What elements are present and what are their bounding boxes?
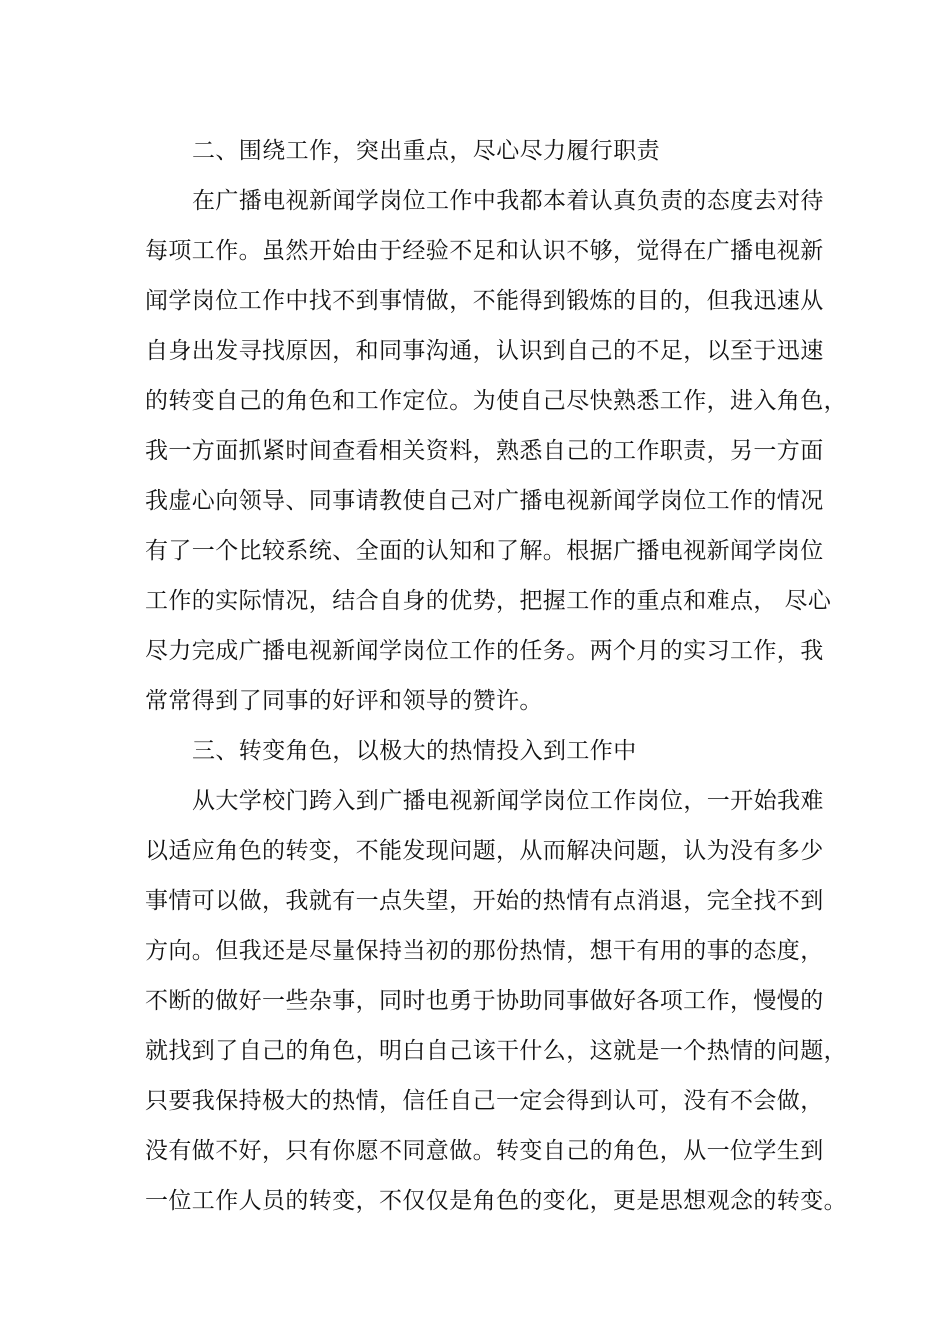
paragraph-line: 不断的做好一些杂事，同时也勇于协助同事做好各项工作，慢慢的 [145, 988, 824, 1014]
paragraph-line: 没有做不好，只有你愿不同意做。转变自己的角色，从一位学生到 [145, 1138, 824, 1164]
paragraph-line: 有了一个比较系统、全面的认知和了解。根据广播电视新闻学岗位 [145, 538, 824, 564]
paragraph-line: 我一方面抓紧时间查看相关资料，熟悉自己的工作职责，另一方面 [145, 438, 824, 464]
section-heading-2: 二、围绕工作，突出重点，尽心尽力履行职责 [192, 138, 660, 164]
paragraph-line: 常常得到了同事的好评和领导的赞许。 [145, 688, 543, 714]
paragraph-line: 的转变自己的角色和工作定位。为使自己尽快熟悉工作，进入角色， [145, 388, 847, 414]
paragraph-line: 尽力完成广播电视新闻学岗位工作的任务。两个月的实习工作，我 [145, 638, 824, 664]
paragraph-line: 事情可以做，我就有一点失望，开始的热情有点消退，完全找不到 [145, 888, 824, 914]
paragraph-line: 一位工作人员的转变，不仅仅是角色的变化，更是思想观念的转变。 [145, 1188, 847, 1214]
section-heading-3: 三、转变角色，以极大的热情投入到工作中 [192, 738, 637, 764]
paragraph-line: 以适应角色的转变，不能发现问题，从而解决问题，认为没有多少 [145, 838, 824, 864]
paragraph-line: 方向。但我还是尽量保持当初的那份热情，想干有用的事的态度， [145, 938, 824, 964]
paragraph-line: 就找到了自己的角色，明白自己该干什么，这就是一个热情的问题， [145, 1038, 847, 1064]
paragraph-line: 自身出发寻找原因，和同事沟通，认识到自己的不足，以至于迅速 [145, 338, 824, 364]
paragraph-line: 我虚心向领导、同事请教使自己对广播电视新闻学岗位工作的情况 [145, 488, 824, 514]
paragraph-line: 闻学岗位工作中找不到事情做，不能得到锻炼的目的，但我迅速从 [145, 288, 824, 314]
paragraph-line: 工作的实际情况，结合自身的优势，把握工作的重点和难点， 尽心 [145, 588, 832, 614]
paragraph-line: 每项工作。虽然开始由于经验不足和认识不够，觉得在广播电视新 [145, 238, 824, 264]
paragraph-line: 从大学校门跨入到广播电视新闻学岗位工作岗位，一开始我难 [192, 788, 824, 814]
paragraph-line: 只要我保持极大的热情，信任自己一定会得到认可，没有不会做， [145, 1088, 824, 1114]
paragraph-line: 在广播电视新闻学岗位工作中我都本着认真负责的态度去对待 [192, 188, 824, 214]
